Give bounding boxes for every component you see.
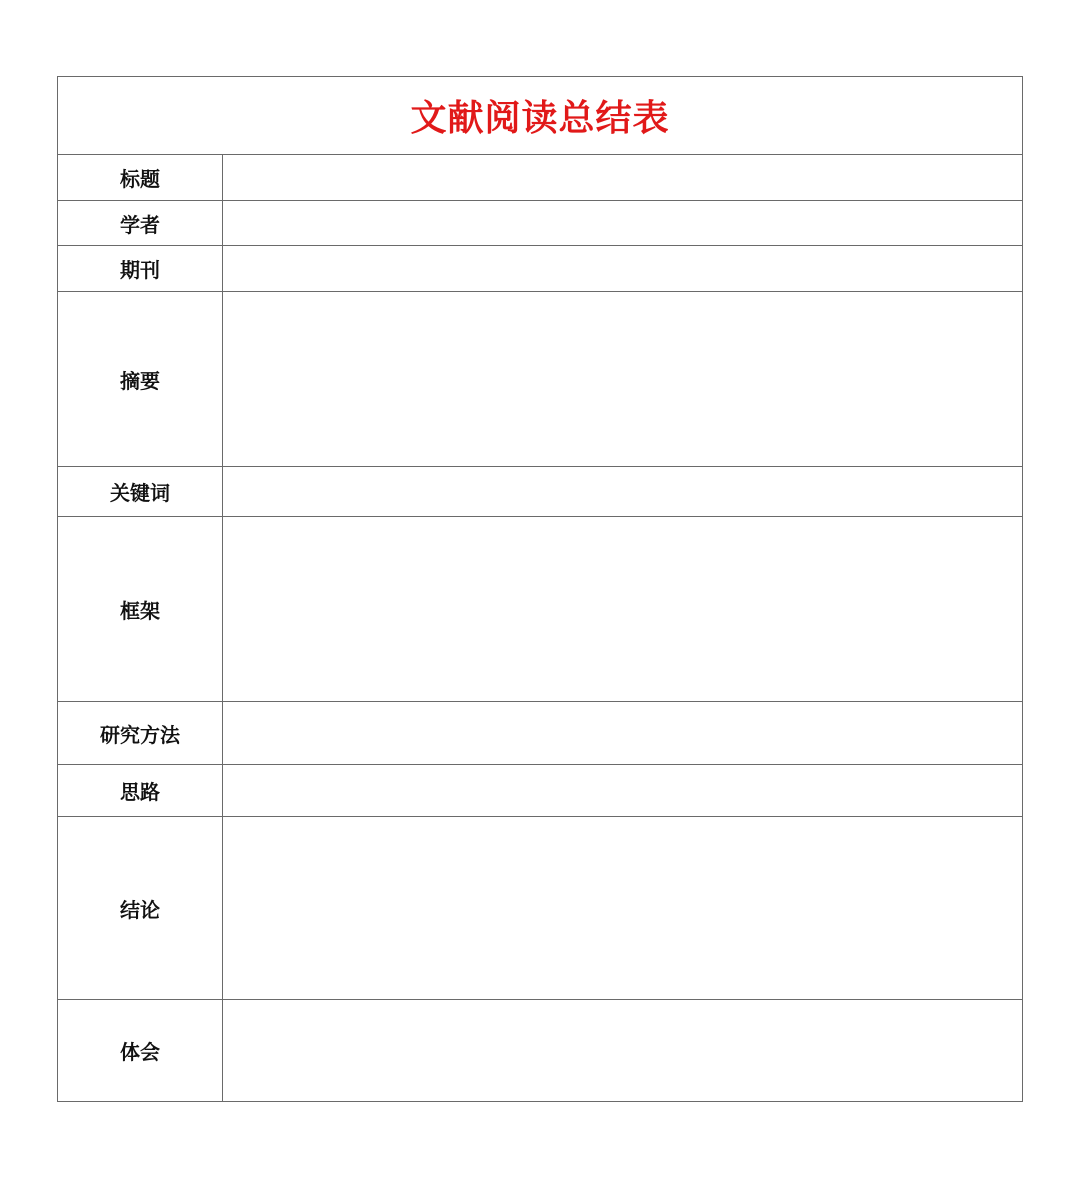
row-value-field[interactable] [223, 702, 1022, 764]
row-value-field[interactable] [223, 817, 1022, 999]
summary-table [57, 76, 1023, 1102]
row-label: 摘要 [58, 292, 223, 466]
row-label: 学者 [58, 201, 223, 245]
row-label: 研究方法 [58, 702, 223, 764]
row-value-field[interactable] [223, 246, 1022, 291]
row-method [58, 702, 1022, 765]
row-framework [58, 517, 1022, 702]
row-label: 关键词 [58, 467, 223, 516]
row-scholar [58, 201, 1022, 246]
row-value-field[interactable] [223, 467, 1022, 516]
row-label: 思路 [58, 765, 223, 816]
row-journal [58, 246, 1022, 292]
title-row [58, 77, 1022, 155]
row-label: 期刊 [58, 246, 223, 291]
row-value-field[interactable] [223, 1000, 1022, 1101]
row-label: 体会 [58, 1000, 223, 1101]
row-value-field[interactable] [223, 292, 1022, 466]
row-label: 标题 [58, 155, 223, 200]
row-conclusion [58, 817, 1022, 1000]
row-reflection [58, 1000, 1022, 1101]
row-value-field[interactable] [223, 155, 1022, 200]
row-label: 结论 [58, 817, 223, 999]
row-title [58, 155, 1022, 201]
row-value-field[interactable] [223, 517, 1022, 701]
row-keywords [58, 467, 1022, 517]
table-title: 文献阅读总结表 [410, 98, 670, 139]
row-approach [58, 765, 1022, 817]
row-abstract [58, 292, 1022, 467]
row-value-field[interactable] [223, 765, 1022, 816]
row-label: 框架 [58, 517, 223, 701]
row-value-field[interactable] [223, 201, 1022, 245]
